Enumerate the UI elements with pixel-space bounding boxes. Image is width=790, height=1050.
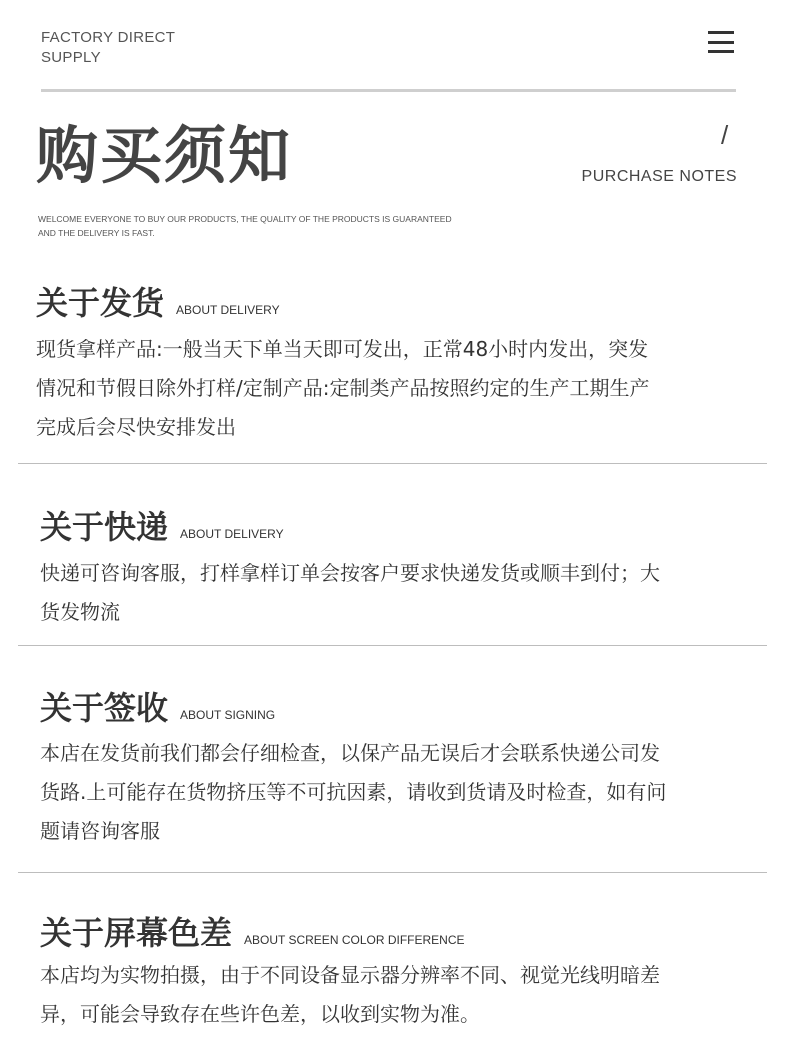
page-title: 购买须知 [36,119,293,192]
page-title-english: PURCHASE NOTES [581,168,737,185]
header-divider [41,89,736,92]
section-title: 关于发货 [36,284,165,322]
brand-logo-text [41,28,175,68]
body-line: 情况和节假日除外打样/定制产品:定制类产品按照约定的生产工期生产 [36,376,650,400]
section-subtitle: ABOUT DELIVERY [176,303,280,317]
section-subtitle: ABOUT SCREEN COLOR DIFFERENCE [244,933,465,947]
title-slash: / [721,120,729,150]
body-line: 异，可能会导致存在些许色差，以收到实物为准。 [40,1002,480,1026]
body-line: 货路.上可能存在货物挤压等不可抗因素，请收到货请及时检查，如有问 [40,780,667,804]
body-line: 题请咨询客服 [40,819,160,843]
brand-line-2: SUPPLY [41,49,101,66]
section-subtitle: ABOUT DELIVERY [180,527,284,541]
menu-bar [708,31,734,34]
section-color-header [40,908,465,954]
section-delivery-header [36,278,280,324]
body-line: 本店均为实物拍摄，由于不同设备显示器分辨率不同、视觉光线明暗差 [40,963,660,987]
body-line: 现货拿样产品:一般当天下单当天即可发出，正常48小时内发出，突发 [36,337,649,361]
section-signing-header [40,683,275,729]
section-signing-body [40,734,666,851]
menu-bar [708,41,734,44]
section-express-body [40,554,660,632]
welcome-line-2: AND THE DELIVERY IS FAST. [38,228,155,238]
section-divider [18,463,767,464]
section-title: 关于签收 [40,689,169,727]
body-line: 完成后会尽快安排发出 [36,415,236,439]
section-divider [18,872,767,873]
section-title: 关于快递 [40,508,169,546]
welcome-text [38,212,458,240]
section-divider [18,645,767,646]
section-delivery-body [36,330,649,447]
brand-line-1: FACTORY DIRECT [41,29,176,46]
welcome-line-1: WELCOME EVERYONE TO BUY OUR PRODUCTS, THE QUALITY OF THE PRODUCTS IS GUARANTEED [38,214,452,224]
body-line: 货发物流 [40,600,120,624]
hamburger-menu-icon[interactable] [708,31,734,53]
section-express-header [40,502,284,548]
section-title: 关于屏幕色差 [40,914,233,952]
body-line: 快递可咨询客服，打样拿样订单会按客户要求快递发货或顺丰到付；大 [40,561,660,585]
body-line: 本店在发货前我们都会仔细检查，以保产品无误后才会联系快递公司发 [40,741,660,765]
menu-bar [708,50,734,53]
section-subtitle: ABOUT SIGNING [180,708,276,722]
section-color-body [40,956,660,1034]
